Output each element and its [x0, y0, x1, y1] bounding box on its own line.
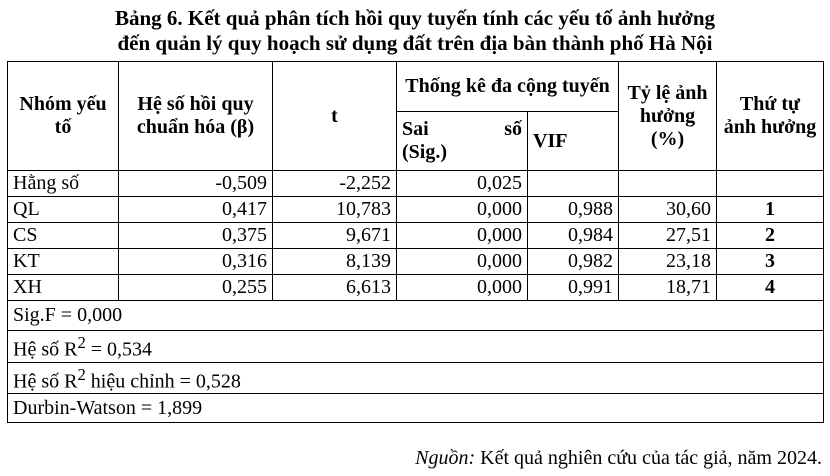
cell-vif: 0,982: [528, 249, 619, 275]
table-title-line-2: đến quản lý quy hoạch sử dụng đất trên địa bàn thành phố Hà Nội: [117, 31, 713, 55]
table-row: [8, 223, 824, 249]
header-sig-word-1: Sai: [402, 118, 429, 140]
footer-durbin-watson: Durbin-Watson = 1,899: [8, 394, 824, 423]
table-row: [8, 197, 824, 223]
header-beta: Hệ số hồi quy chuẩn hóa (β): [119, 62, 273, 171]
footer-r2-adjusted: [8, 362, 824, 394]
footer-r2-prefix: Hệ số R: [13, 338, 78, 361]
cell-percent: 30,60: [619, 197, 717, 223]
cell-rank: 3: [717, 249, 824, 275]
cell-beta: 0,375: [119, 223, 273, 249]
cell-beta: 0,316: [119, 249, 273, 275]
cell-vif: 0,991: [528, 275, 619, 301]
footer-r2adj-prefix: Hệ số R: [13, 370, 78, 393]
cell-t: 6,613: [273, 275, 397, 301]
cell-rank: 4: [717, 275, 824, 301]
cell-percent: [619, 171, 717, 197]
cell-percent: 23,18: [619, 249, 717, 275]
cell-percent: 18,71: [619, 275, 717, 301]
cell-group: XH: [8, 275, 119, 301]
cell-beta: 0,417: [119, 197, 273, 223]
source-text: Kết quả nghiên cứu của tác giả, năm 2024.: [475, 447, 822, 469]
footer-r2-superscript: 2: [77, 333, 86, 352]
cell-group: KT: [8, 249, 119, 275]
cell-vif: 0,988: [528, 197, 619, 223]
cell-t: 9,671: [273, 223, 397, 249]
header-sig-word-3: (Sig.): [402, 141, 447, 163]
cell-beta: -0,509: [119, 171, 273, 197]
cell-rank: [717, 171, 824, 197]
footer-r2: [8, 331, 824, 363]
header-vif: VIF: [528, 112, 619, 171]
cell-group: Hằng số: [8, 171, 119, 197]
footer-r2adj-superscript: 2: [77, 364, 86, 384]
header-t: t: [273, 62, 397, 171]
header-group: Nhóm yếu tố: [8, 62, 119, 171]
footer-r2-value: = 0,534: [85, 338, 153, 361]
table-row: [8, 171, 824, 197]
table-row: [8, 275, 824, 301]
cell-sig: 0,000: [397, 275, 528, 301]
cell-rank: 2: [717, 223, 824, 249]
table-title-line-1: Bảng 6. Kết quả phân tích hồi quy tuyến tính các yếu tố ảnh hưởng: [114, 6, 716, 30]
header-sig-word-2: số: [504, 118, 522, 140]
cell-sig: 0,000: [397, 197, 528, 223]
header-collinearity: Thống kê đa cộng tuyến: [397, 62, 619, 112]
cell-t: 10,783: [273, 197, 397, 223]
header-sig: [397, 112, 528, 171]
cell-vif: 0,984: [528, 223, 619, 249]
cell-sig: 0,000: [397, 223, 528, 249]
regression-table: [7, 61, 824, 423]
cell-rank: 1: [717, 197, 824, 223]
header-rank: Thứ tự ảnh hưởng: [717, 62, 824, 171]
cell-sig: 0,025: [397, 171, 528, 197]
table-row: [8, 249, 824, 275]
cell-sig: 0,000: [397, 249, 528, 275]
cell-group: CS: [8, 223, 119, 249]
header-percent: Tỷ lệ ảnh hưởng (%): [619, 62, 717, 171]
footer-r2adj-value: hiệu chỉnh = 0,528: [85, 370, 241, 393]
cell-t: 8,139: [273, 249, 397, 275]
cell-percent: 27,51: [619, 223, 717, 249]
footer-sigf: Sig.F = 0,000: [8, 301, 824, 331]
cell-t: -2,252: [273, 171, 397, 197]
cell-beta: 0,255: [119, 275, 273, 301]
cell-vif: [528, 171, 619, 197]
cell-group: QL: [8, 197, 119, 223]
source-note: [415, 447, 822, 470]
source-label: Nguồn:: [415, 447, 476, 469]
